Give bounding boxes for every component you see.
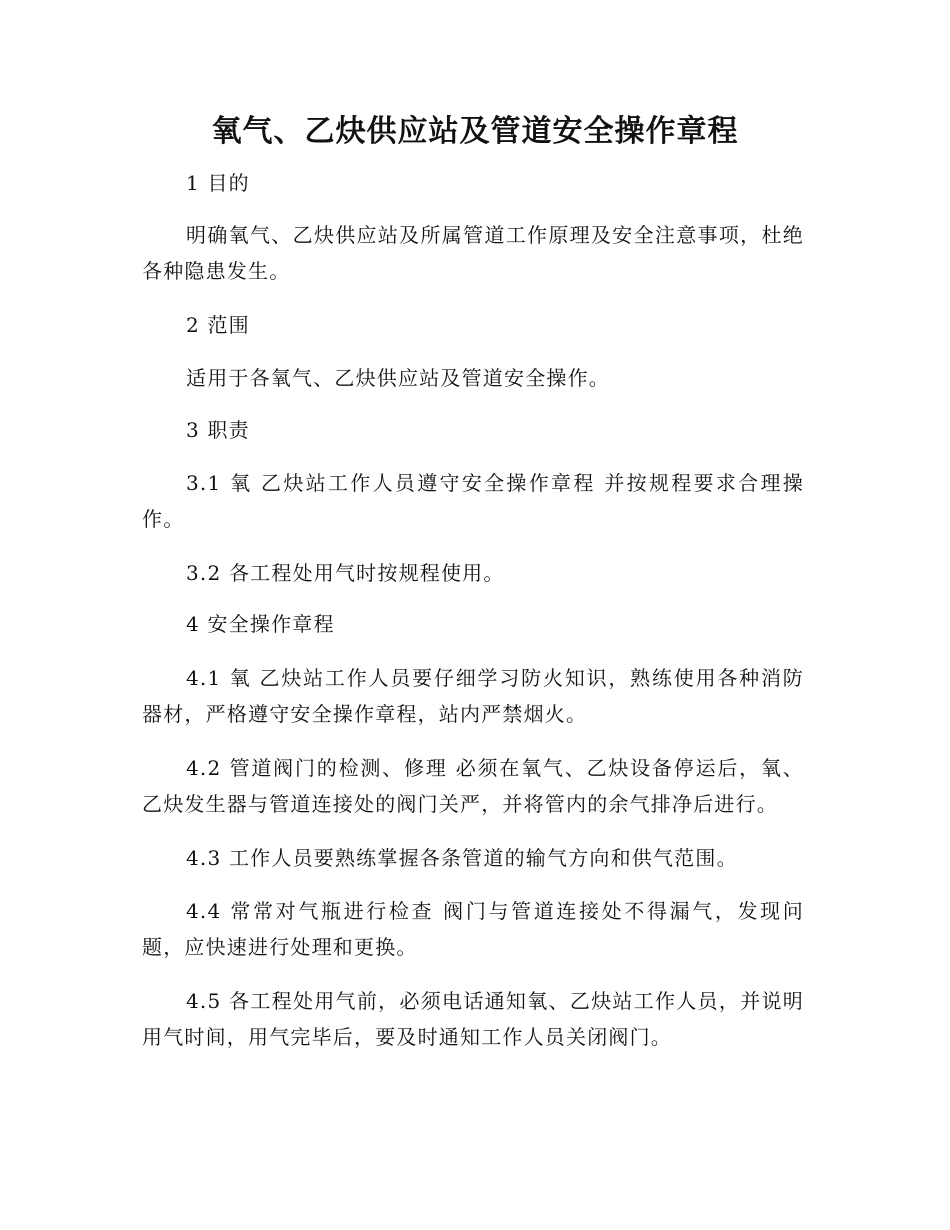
- section-heading-safety-rules: 4 安全操作章程: [186, 612, 335, 636]
- paragraph-4-5: 4.5 各工程处用气前，必须电话通知氧、乙炔站工作人员，并说明用气时间，用气完毕后，要及时通知工作人员关闭阀门。: [142, 989, 804, 1049]
- paragraph-4-1: 4.1 氧 乙炔站工作人员要仔细学习防火知识，熟练使用各种消防器材，严格遵守安全操作章程，站内严禁烟火。: [142, 666, 804, 726]
- paragraph-3-2: 3.2 各工程处用气时按规程使用。: [186, 561, 505, 585]
- paragraph-purpose: 明确氧气、乙炔供应站及所属管道工作原理及安全注意事项，杜绝各种隐患发生。: [142, 223, 804, 283]
- section-heading-responsibility: 3 职责: [186, 418, 250, 442]
- paragraph-3-1: 3.1 氧 乙炔站工作人员遵守安全操作章程 并按规程要求合理操作。: [142, 471, 804, 531]
- paragraph-4-4: 4.4 常常对气瓶进行检查 阀门与管道连接处不得漏气，发现问题，应快速进行处理和更换。: [142, 899, 804, 959]
- document-title: 氧气、乙炔供应站及管道安全操作章程: [211, 114, 739, 149]
- paragraph-scope: 适用于各氧气、乙炔供应站及管道安全操作。: [186, 366, 610, 390]
- paragraph-4-3: 4.3 工作人员要熟练掌握各条管道的输气方向和供气范围。: [186, 846, 738, 870]
- section-heading-scope: 2 范围: [186, 313, 250, 337]
- paragraph-4-2: 4.2 管道阀门的检测、修理 必须在氧气、乙炔设备停运后，氧、乙炔发生器与管道连接处的阀门关严，并将管内的余气排净后进行。: [142, 756, 804, 816]
- section-heading-purpose: 1 目的: [186, 171, 250, 195]
